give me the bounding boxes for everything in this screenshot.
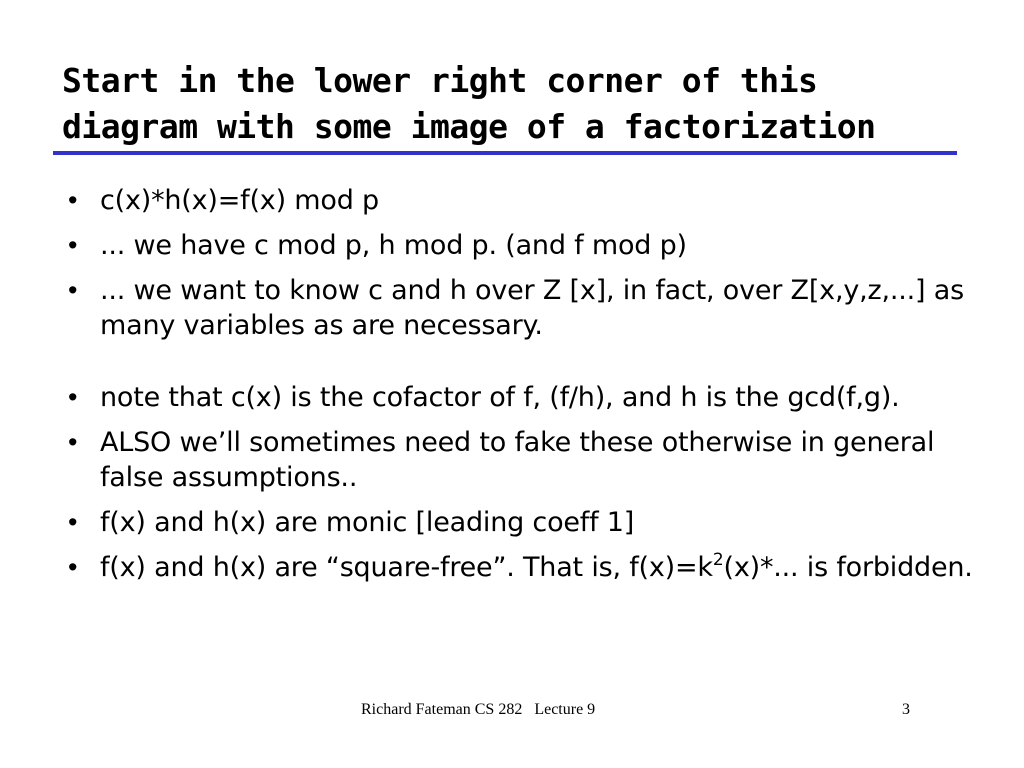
title-line-2: diagram with some image of a factorization: [62, 107, 876, 146]
bullet-dot-icon: •: [68, 427, 78, 457]
footer-credit: Richard Fateman CS 282 Lecture 9: [361, 701, 596, 718]
bullet-item: [62, 228, 982, 263]
bullet-dot-icon: •: [68, 507, 78, 537]
bullet-dot-icon: •: [68, 382, 78, 412]
bullet-text: ... we have c mod p, h mod p. (and f mod p): [100, 230, 687, 261]
bullet-item: [62, 183, 982, 218]
bullet-text: note that c(x) is the cofactor of f, (f/h), and h is the gcd(f,g).: [100, 382, 900, 413]
bullet-dot-icon: •: [68, 185, 78, 215]
bullet-text: f(x) and h(x) are monic [leading coeff 1]: [100, 507, 635, 538]
bullet-text-part: (x)*... is forbidden.: [723, 552, 973, 583]
bullet-text: c(x)*h(x)=f(x) mod p: [100, 185, 379, 216]
superscript-exponent: 2: [712, 550, 724, 570]
bullet-text-part: f(x) and h(x) are “square-free”. That is, f(x)=k: [100, 552, 713, 583]
bullet-dot-icon: •: [68, 275, 78, 305]
bullet-text: [100, 552, 973, 583]
bullet-text: ALSO we’ll sometimes need to fake these otherwise in general false assumptions..: [100, 427, 935, 493]
bullet-list: [62, 183, 982, 595]
bullet-dot-icon: •: [68, 552, 78, 582]
bullet-text: ... we want to know c and h over Z [x], in fact, over Z[x,y,z,...] as many variables as are necessary.: [100, 275, 964, 341]
bullet-item: [62, 550, 982, 585]
bullet-item: [62, 273, 982, 343]
title-line-1: Start in the lower right corner of this: [62, 61, 818, 100]
page-number: 3: [902, 701, 910, 718]
bullet-dot-icon: •: [68, 230, 78, 260]
bullet-item: [62, 505, 982, 540]
bullet-item: [62, 380, 982, 415]
title-underline-rule: [53, 151, 957, 155]
slide-title: [62, 58, 962, 150]
bullet-item: [62, 425, 982, 495]
